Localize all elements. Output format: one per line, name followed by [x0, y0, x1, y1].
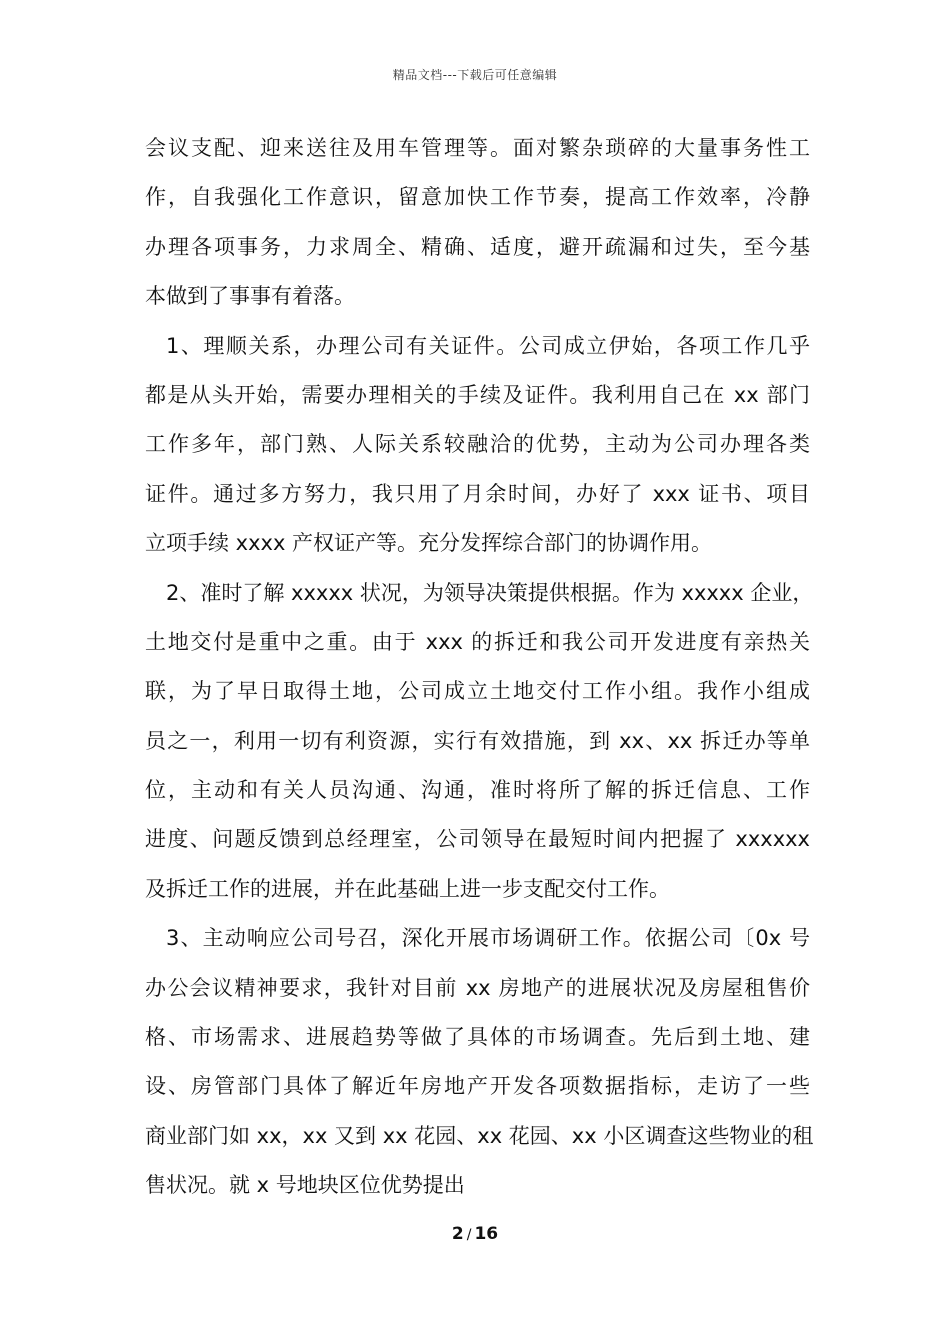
text-line-21: 商业部门如 xx，xx 又到 xx 花园、xx 花园、xx 小区调查这些物业的租 [145, 1123, 814, 1148]
page-header: 精品文档---下载后可任意编辑 [392, 68, 558, 82]
text-line-22: 售状况。就 x 号地块区位优势提出 [145, 1173, 465, 1198]
text-line-6: 都是从头开始，需要办理相关的手续及证件。我利用自己在 xx 部门 [145, 382, 810, 407]
text-line-4: 本做到了事事有着落。 [145, 284, 355, 309]
text-line-10: 2、准时了解 xxxxx 状况，为领导决策提供根据。作为 xxxxx 企业， [166, 580, 814, 605]
text-line-9: 立项手续 xxxx 产权证产等。充分发挥综合部门的协调作用。 [145, 531, 713, 556]
text-line-8: 证件。通过多方努力，我只用了月余时间，办好了 xxx 证书、项目 [145, 481, 810, 506]
text-line-2: 作，自我强化工作意识，留意加快工作节奏，提高工作效率，冷静 [145, 185, 810, 210]
text-line-18: 办公会议精神要求，我针对目前 xx 房地产的进展状况及房屋租售价 [145, 975, 810, 1000]
text-line-19: 格、市场需求、进展趋势等做了具体的市场调查。先后到土地、建 [145, 1025, 810, 1050]
document-body [145, 124, 814, 1211]
text-line-5: 1、理顺关系，办理公司有关证件。公司成立伊始，各项工作几乎 [166, 333, 810, 358]
text-line-13: 员之一，利用一切有利资源，实行有效措施，到 xx、xx 拆迁办等单 [145, 728, 810, 753]
text-line-3: 办理各项事务，力求周全、精确、适度，避开疏漏和过失，至今基 [145, 234, 810, 259]
text-line-1: 会议支配、迎来送往及用车管理等。面对繁杂琐碎的大量事务性工 [145, 136, 810, 160]
text-line-15: 进度、问题反馈到总经理室，公司领导在最短时间内把握了 xxxxxx [145, 827, 810, 852]
page-number [0, 1224, 950, 1244]
text-line-14: 位，主动和有关人员沟通、沟通，准时将所了解的拆迁信息、工作 [145, 778, 810, 803]
text-line-16: 及拆迁工作的进展，并在此基础上进一步支配交付工作。 [145, 876, 670, 901]
text-line-7: 工作多年，部门熟、人际关系较融洽的优势，主动为公司办理各类 [145, 432, 810, 457]
text-line-11: 土地交付是重中之重。由于 xxx 的拆迁和我公司开发进度有亲热关 [145, 629, 810, 654]
total-pages: 16 [474, 1224, 499, 1244]
text-line-20: 设、房管部门具体了解近年房地产开发各项数据指标，走访了一些 [145, 1074, 810, 1099]
text-line-12: 联，为了早日取得土地，公司成立土地交付工作小组。我作小组成 [145, 679, 810, 704]
current-page-number: 2 [451, 1224, 464, 1244]
text-line-17: 3、主动响应公司号召，深化开展市场调研工作。依据公司〔0x 号 [166, 926, 810, 951]
page-separator: / [466, 1227, 472, 1243]
